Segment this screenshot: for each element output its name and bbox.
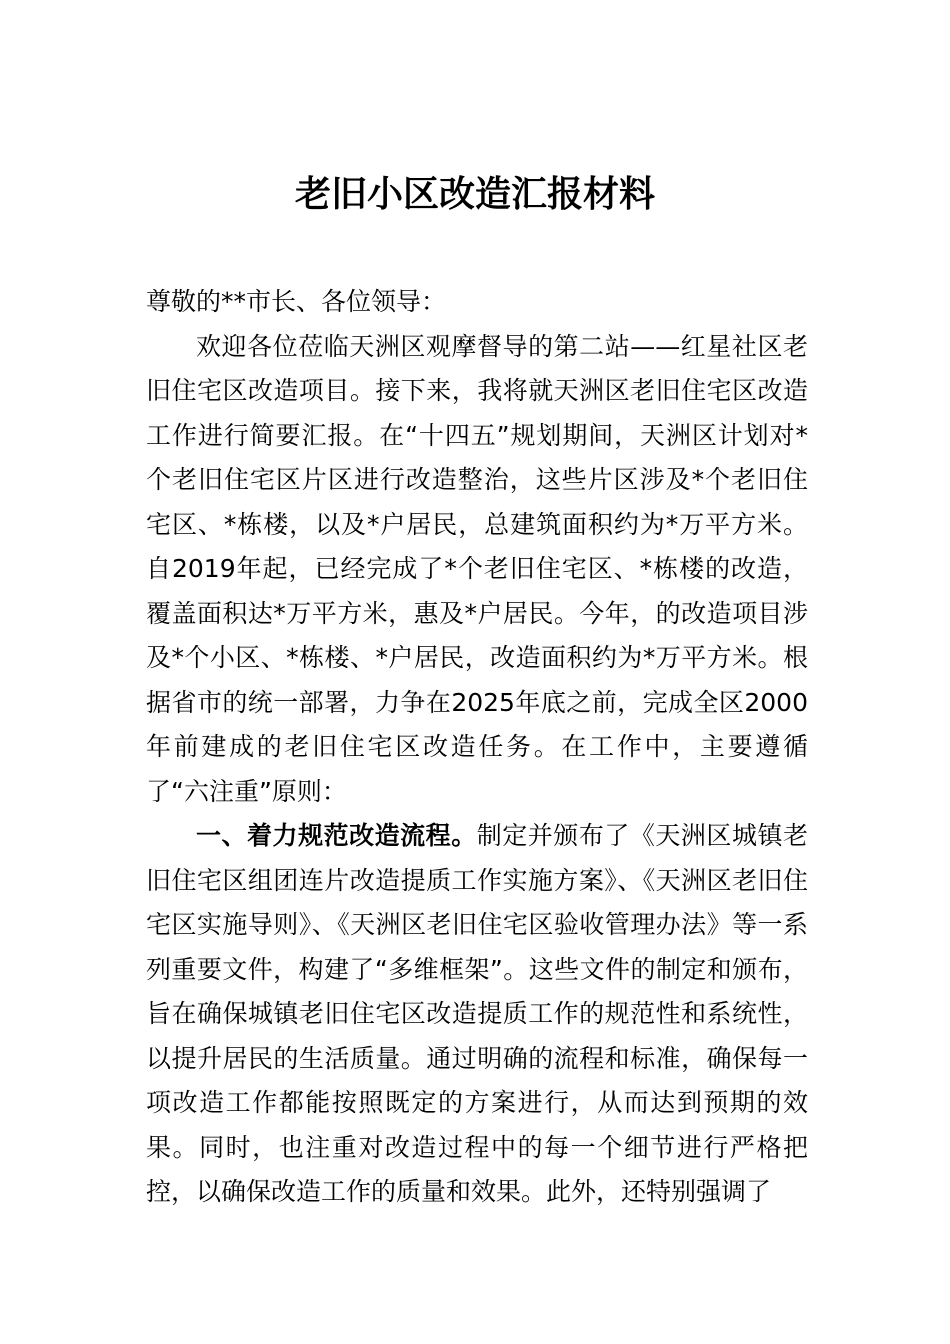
document-title: 老旧小区改造汇报材料: [294, 173, 655, 215]
salutation: 尊敬的**市长、各位领导：: [146, 287, 447, 316]
document-body: [146, 280, 808, 1215]
section-1-body: 制定并颁布了《天洲区城镇老旧住宅区组团连片改造提质工作实施方案》、《天洲区老旧住宅区实施导则》、《天洲区老旧住宅区验收管理办法》等一系列重要文件，构建了“多维框架”。这些文件的制定和颁布，旨在确保城镇老旧住宅区改造提质工作的规范性和系统性，以提升居民的生活质量。通过明确的流程和标准，确保每一项改造工作都能按照既定的方案进行，从而达到预期的效果。同时，也注重对改造过程中的每一个细节进行严格把控，以确保改造工作的质量和效果。此外，还特别强调了: [146, 821, 808, 1206]
paragraph-intro: 欢迎各位莅临天洲区观摩督导的第二站——红星社区老旧住宅区改造项目。接下来，我将就天洲区老旧住宅区改造工作进行简要汇报。在“十四五”规划期间，天洲区计划对*个老旧住宅区片区进行改造整治，这些片区涉及*个老旧住宅区、*栋楼，以及*户居民，总建筑面积约为*万平方米。自2019年起，已经完成了*个老旧住宅区、*栋楼的改造，覆盖面积达*万平方米，惠及*户居民。今年，的改造项目涉及*个小区、*栋楼、*户居民，改造面积约为*万平方米。根据省市的统一部署，力争在2025年底之前，完成全区2000年前建成的老旧住宅区改造任务。在工作中，主要遵循了“六注重”原则：: [146, 331, 808, 806]
paragraph-section-1: [146, 814, 808, 1215]
section-1-heading: 一、着力规范改造流程。: [196, 821, 477, 850]
